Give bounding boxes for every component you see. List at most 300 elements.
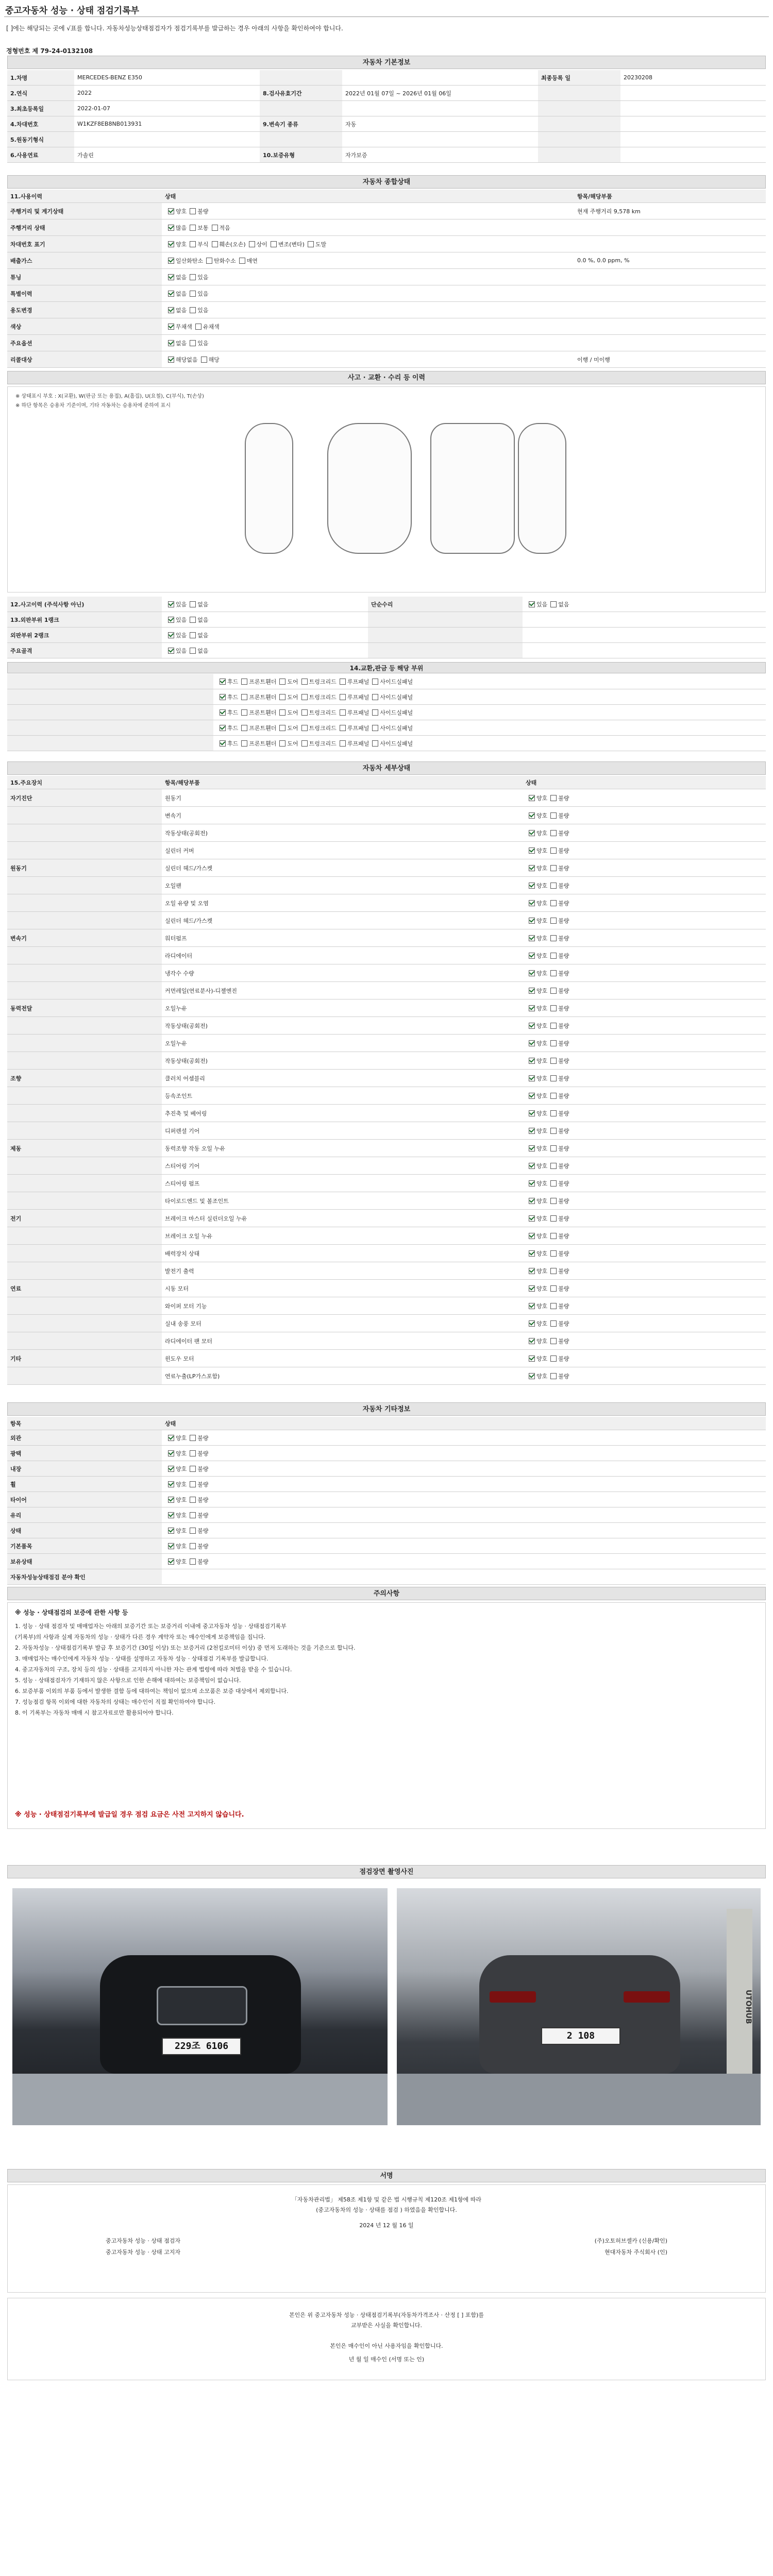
buyer-line: 본인은 매수인이 아닌 사용자임을 확인합니다. [330, 2343, 443, 2349]
checkbox[interactable] [241, 694, 247, 700]
checkbox[interactable] [372, 725, 378, 731]
checkbox[interactable] [190, 648, 196, 654]
table-row [7, 1140, 766, 1157]
checkbox-label: 불량 [558, 1250, 569, 1257]
checkbox[interactable] [529, 1268, 535, 1274]
checkbox-label: 후드 [227, 709, 239, 716]
checkbox[interactable] [550, 1023, 557, 1029]
checkbox[interactable] [190, 1481, 196, 1487]
table-row [7, 1245, 766, 1262]
checkbox-label: 불량 [558, 1232, 569, 1240]
checkbox[interactable] [550, 1040, 557, 1046]
table-row [7, 736, 766, 751]
checkbox[interactable] [550, 1285, 557, 1292]
checkbox[interactable] [529, 830, 535, 836]
checkbox[interactable] [168, 1435, 174, 1441]
checkbox[interactable] [529, 900, 535, 906]
other-state [162, 1477, 766, 1492]
checkbox[interactable] [340, 740, 346, 747]
checkbox[interactable] [550, 830, 557, 836]
checkbox[interactable] [168, 324, 174, 330]
checkbox[interactable] [550, 953, 557, 959]
checkbox[interactable] [168, 340, 174, 346]
checkbox[interactable] [168, 1481, 174, 1487]
checkbox[interactable] [372, 740, 378, 747]
checkbox-label: 양호 [536, 1302, 548, 1310]
checkbox[interactable] [190, 241, 196, 247]
other-state [162, 1492, 766, 1507]
detail-item: 동력조향 작동 오일 누유 [165, 1145, 225, 1152]
car-rear-body [479, 1955, 680, 2074]
table-row [7, 1367, 766, 1385]
checkbox-label: 불량 [558, 1355, 569, 1362]
checkbox[interactable] [241, 709, 247, 716]
detail-item: 클러치 어셈블리 [165, 1075, 205, 1082]
checkbox[interactable] [550, 601, 557, 607]
checkbox-label: 있음 [197, 340, 209, 347]
detail-item: 와이퍼 모터 기능 [165, 1302, 207, 1310]
checkbox-label: 불량 [558, 900, 569, 907]
checkbox[interactable] [168, 617, 174, 623]
notes-footer: ※ 성능 · 상태점검기록부에 발급일 경우 점검 요금은 사전 고지하지 않습니다. [15, 1811, 244, 1819]
checkbox[interactable] [220, 709, 226, 716]
field-value: 2022년 01월 07일 ~ 2026년 01월 06일 [345, 90, 451, 97]
table-row [7, 70, 766, 86]
checkbox[interactable] [529, 601, 535, 607]
checkbox-label: 프론트휀더 [249, 678, 277, 685]
checkbox[interactable] [529, 1058, 535, 1064]
rank-parts [213, 674, 766, 689]
table-row [7, 689, 766, 705]
checkbox[interactable] [168, 241, 174, 247]
checkbox-label: 양호 [176, 1496, 187, 1503]
checkbox-label: 불량 [197, 1481, 209, 1488]
table-row [7, 1262, 766, 1280]
checkbox-label: 후드 [227, 693, 239, 701]
table-row [7, 1430, 766, 1446]
detail-item: 디퍼렌셜 기어 [165, 1127, 200, 1134]
checkbox[interactable] [190, 225, 196, 231]
checkbox[interactable] [550, 1145, 557, 1151]
checkbox[interactable] [190, 340, 196, 346]
checkbox[interactable] [190, 617, 196, 623]
overall-item-state [162, 318, 574, 334]
checkbox-label: 사이드실패널 [380, 709, 413, 716]
detail-item: 실내 송풍 모터 [165, 1320, 201, 1327]
checkbox[interactable] [279, 740, 285, 747]
checkbox[interactable] [550, 1250, 557, 1257]
checkbox-label: 불량 [558, 1110, 569, 1117]
checkbox[interactable] [220, 679, 226, 685]
checkbox[interactable] [301, 725, 308, 731]
overall-item-part [574, 285, 766, 301]
checkbox[interactable] [340, 679, 346, 685]
checkbox[interactable] [372, 694, 378, 700]
rank-label [7, 736, 213, 751]
detail-state [523, 1122, 766, 1139]
checkbox-label: 없음 [176, 274, 187, 281]
checkbox[interactable] [168, 357, 174, 363]
checkbox[interactable] [529, 883, 535, 889]
checkbox[interactable] [301, 709, 308, 716]
checkbox-label: 탄화수소 [214, 257, 236, 264]
checkbox-label: 양호 [536, 1110, 548, 1117]
checkbox[interactable] [168, 601, 174, 607]
checkbox[interactable] [529, 1093, 535, 1099]
checkbox[interactable] [372, 709, 378, 716]
checkbox[interactable] [529, 1040, 535, 1046]
checkbox[interactable] [550, 1058, 557, 1064]
detail-item: 타이로드엔드 및 볼조인트 [165, 1197, 229, 1205]
section-other-header: 자동차 기타정보 [7, 1402, 766, 1416]
checkbox-label: 루프패널 [347, 740, 369, 747]
checkbox[interactable] [190, 291, 196, 297]
checkbox-label: 양호 [536, 1285, 548, 1292]
checkbox[interactable] [529, 848, 535, 854]
checkbox[interactable] [340, 694, 346, 700]
checkbox[interactable] [529, 1023, 535, 1029]
table-row [7, 1192, 766, 1210]
checkbox[interactable] [249, 241, 255, 247]
checkbox[interactable] [529, 935, 535, 941]
checkbox[interactable] [168, 291, 174, 297]
field-label: 2.연식 [7, 86, 74, 100]
car-top-icon [327, 423, 412, 554]
checkbox[interactable] [190, 1528, 196, 1534]
checkbox[interactable] [168, 1512, 174, 1518]
checkbox-label: 양호 [536, 1180, 548, 1187]
rear-license-plate: 2 108 [541, 2027, 620, 2045]
checkbox[interactable] [190, 1466, 196, 1472]
checkbox[interactable] [190, 1558, 196, 1565]
detail-group: 기타 [7, 1350, 162, 1367]
checkbox-label: 트렁크리드 [309, 693, 337, 701]
field-value [342, 101, 538, 116]
table-row [7, 1492, 766, 1507]
checkbox-label: 불량 [197, 1465, 209, 1472]
repair-state [162, 643, 368, 658]
table-row [7, 894, 766, 912]
table-row [7, 1523, 766, 1538]
checkbox[interactable] [529, 1198, 535, 1204]
checkbox[interactable] [190, 632, 196, 638]
detail-state [523, 1280, 766, 1297]
checkbox[interactable] [279, 725, 285, 731]
sign-date: 2024 년 12 월 16 일 [359, 2222, 414, 2229]
checkbox-label: 양호 [536, 794, 548, 802]
other-state [162, 1554, 766, 1569]
checkbox[interactable] [340, 709, 346, 716]
checkbox-label: 양호 [536, 1057, 548, 1064]
checkbox[interactable] [529, 1373, 535, 1379]
checkbox[interactable] [529, 953, 535, 959]
checkbox[interactable] [220, 725, 226, 731]
checkbox[interactable] [529, 1355, 535, 1362]
checkbox[interactable] [271, 241, 277, 247]
checkbox[interactable] [550, 1005, 557, 1011]
checkbox[interactable] [550, 1215, 557, 1222]
field-label [538, 147, 620, 162]
table-row [7, 147, 766, 163]
detail-group [7, 1105, 162, 1122]
checkbox[interactable] [190, 208, 196, 214]
checkbox[interactable] [168, 1497, 174, 1503]
checkbox[interactable] [212, 225, 218, 231]
table-row [7, 252, 766, 269]
checkbox[interactable] [190, 307, 196, 313]
checkbox-label: 양호 [536, 1337, 548, 1345]
table-row [7, 720, 766, 736]
checkbox[interactable] [220, 694, 226, 700]
table-row [7, 628, 766, 643]
checkbox[interactable] [190, 1450, 196, 1456]
checkbox[interactable] [550, 1075, 557, 1081]
table-row [7, 1417, 766, 1430]
checkbox[interactable] [168, 1450, 174, 1456]
checkbox-label: 양호 [536, 1267, 548, 1275]
checkbox-label: 보통 [197, 224, 209, 231]
inspector-value: (주)오토허브셀카 (신용/확인) [594, 2238, 667, 2244]
overall-item-label: 특별이력 [7, 285, 162, 301]
checkbox[interactable] [550, 935, 557, 941]
field-value: 자가보증 [345, 151, 367, 159]
checkbox[interactable] [190, 274, 196, 280]
checkbox-label: 불량 [197, 208, 209, 215]
checkbox[interactable] [529, 1215, 535, 1222]
checkbox[interactable] [201, 357, 207, 363]
checkbox-label: 양호 [176, 241, 187, 248]
checkbox-label: 불량 [558, 1267, 569, 1275]
checkbox-label: 트렁크리드 [309, 724, 337, 732]
checkbox[interactable] [372, 679, 378, 685]
checkbox[interactable] [241, 725, 247, 731]
checkbox[interactable] [190, 601, 196, 607]
checkbox-label: 불량 [558, 882, 569, 889]
field-label [538, 132, 620, 147]
table-row [7, 964, 766, 982]
rank-parts [213, 720, 766, 735]
field-label [260, 101, 342, 116]
checkbox[interactable] [301, 679, 308, 685]
checkbox[interactable] [168, 1528, 174, 1534]
detail-item: 연료누출(LP가스포함) [165, 1372, 220, 1380]
checkbox[interactable] [190, 1497, 196, 1503]
detail-group [7, 1052, 162, 1069]
checkbox[interactable] [190, 1435, 196, 1441]
col-header: 항목/해당부품 [162, 776, 523, 789]
checkbox[interactable] [220, 740, 226, 747]
checkbox[interactable] [529, 795, 535, 801]
checkbox[interactable] [168, 258, 174, 264]
checkbox[interactable] [168, 208, 174, 214]
checkbox[interactable] [279, 694, 285, 700]
checkbox[interactable] [550, 1180, 557, 1187]
checkbox[interactable] [550, 1198, 557, 1204]
checkbox-label: 양호 [536, 1320, 548, 1327]
checkbox[interactable] [168, 225, 174, 231]
repair-state [523, 628, 766, 642]
field-label: 최종등록 일 [538, 70, 620, 85]
table-row [7, 1017, 766, 1035]
checkbox[interactable] [550, 812, 557, 819]
checkbox[interactable] [529, 812, 535, 819]
overall-item-part [574, 219, 766, 235]
checkbox-label: 양호 [536, 1197, 548, 1205]
checkbox[interactable] [239, 258, 245, 264]
checkbox[interactable] [168, 1543, 174, 1549]
detail-group [7, 947, 162, 964]
checkbox[interactable] [168, 648, 174, 654]
table-row [7, 1035, 766, 1052]
table-row [7, 597, 766, 612]
checkbox[interactable] [168, 1558, 174, 1565]
table-row [7, 203, 766, 219]
car-grille [157, 1986, 247, 2025]
checkbox[interactable] [168, 632, 174, 638]
checkbox[interactable] [195, 324, 201, 330]
note-line: 8. 이 기록부는 자동차 매매 시 참고자료로만 활용되어야 합니다. [15, 1709, 174, 1716]
field-label: 6.사용연료 [7, 147, 74, 162]
detail-state [523, 859, 766, 876]
checkbox[interactable] [550, 848, 557, 854]
detail-group [7, 1035, 162, 1052]
checkbox-label: 불량 [558, 865, 569, 872]
checkbox-label: 불량 [558, 970, 569, 977]
checkbox[interactable] [308, 241, 314, 247]
checkbox-label: 루프패널 [347, 709, 369, 716]
checkbox[interactable] [241, 679, 247, 685]
checkbox-label: 불량 [558, 1092, 569, 1099]
note-line: 5. 성능 · 상태점검자가 기재하지 않은 사항으로 인한 손해에 대하여는 보증책임이 없습니다. [15, 1677, 241, 1684]
checkbox[interactable] [529, 988, 535, 994]
checkbox[interactable] [550, 1163, 557, 1169]
checkbox-label: 불량 [558, 1337, 569, 1345]
checkbox-label: 사이드실패널 [380, 693, 413, 701]
checkbox[interactable] [529, 970, 535, 976]
detail-item: 브레이크 마스터 실린더오일 누유 [165, 1215, 247, 1222]
checkbox[interactable] [529, 1320, 535, 1327]
checkbox[interactable] [529, 918, 535, 924]
checkbox-label: 양호 [536, 900, 548, 907]
checkbox-label: 일산화탄소 [176, 257, 204, 264]
checkbox[interactable] [190, 1512, 196, 1518]
table-row [7, 776, 766, 789]
checkbox[interactable] [168, 307, 174, 313]
detail-item: 추진축 및 베어링 [165, 1110, 207, 1117]
checkbox[interactable] [550, 795, 557, 801]
checkbox[interactable] [206, 258, 212, 264]
checkbox[interactable] [529, 1338, 535, 1344]
checkbox[interactable] [550, 865, 557, 871]
checkbox[interactable] [550, 1268, 557, 1274]
checkbox[interactable] [279, 709, 285, 716]
repair-label: 13.외판부위 1랭크 [7, 612, 162, 627]
checkbox[interactable] [529, 865, 535, 871]
checkbox-label: 불량 [558, 1320, 569, 1327]
overall-item-label: 주행거리 상태 [7, 219, 162, 235]
detail-state [523, 824, 766, 841]
field-label [538, 86, 620, 100]
detail-item: 시동 모터 [165, 1285, 189, 1292]
checkbox-label: 도어 [287, 678, 298, 685]
checkbox[interactable] [529, 1075, 535, 1081]
detail-item: 커먼레일(연료분사)-디젤엔진 [165, 987, 238, 994]
detail-group [7, 877, 162, 894]
checkbox[interactable] [212, 241, 218, 247]
checkbox[interactable] [550, 1233, 557, 1239]
repair-state [162, 612, 368, 627]
detail-group: 원동기 [7, 859, 162, 876]
table-row [7, 643, 766, 658]
checkbox[interactable] [550, 1303, 557, 1309]
detail-group: 연료 [7, 1280, 162, 1297]
checkbox[interactable] [550, 918, 557, 924]
repair-legend-note: ※ 하단 항목은 승용차 기준이며, 기타 자동차는 승용차에 준하여 표시 [15, 403, 171, 409]
field-label: 9.변속기 종류 [260, 116, 342, 131]
checkbox[interactable] [550, 883, 557, 889]
inspector-label: 중고자동차 성능 · 상태 점검자 [106, 2238, 180, 2244]
detail-item: 작동상태(공회전) [165, 1022, 208, 1029]
detail-item: 오일 유량 및 오염 [165, 900, 209, 907]
checkbox[interactable] [550, 970, 557, 976]
checkbox[interactable] [550, 1093, 557, 1099]
checkbox[interactable] [301, 740, 308, 747]
checkbox[interactable] [168, 1466, 174, 1472]
checkbox[interactable] [529, 1128, 535, 1134]
checkbox[interactable] [529, 1110, 535, 1116]
field-label [538, 116, 620, 131]
table-row [7, 302, 766, 318]
overall-item-part: 현재 주행거리 9,578 km [577, 208, 641, 215]
checkbox[interactable] [340, 725, 346, 731]
checkbox[interactable] [529, 1303, 535, 1309]
checkbox[interactable] [550, 988, 557, 994]
checkbox[interactable] [529, 1005, 535, 1011]
checkbox[interactable] [168, 274, 174, 280]
repair-label [368, 643, 523, 658]
checkbox[interactable] [529, 1250, 535, 1257]
checkbox[interactable] [550, 1110, 557, 1116]
detail-group [7, 842, 162, 859]
checkbox[interactable] [529, 1285, 535, 1292]
checkbox[interactable] [550, 900, 557, 906]
detail-item: 라디에이터 팬 모터 [165, 1337, 213, 1345]
checkbox-label: 양호 [536, 1372, 548, 1380]
checkbox[interactable] [529, 1163, 535, 1169]
checkbox[interactable] [241, 740, 247, 747]
checkbox[interactable] [190, 1543, 196, 1549]
checkbox[interactable] [550, 1338, 557, 1344]
checkbox-label: 도어 [287, 740, 298, 747]
overall-item-state [162, 236, 574, 252]
checkbox[interactable] [529, 1180, 535, 1187]
field-value: W1KZF8EB8NB013931 [77, 121, 142, 127]
checkbox[interactable] [301, 694, 308, 700]
checkbox-label: 루프패널 [347, 693, 369, 701]
checkbox[interactable] [550, 1320, 557, 1327]
repair-label: 주요골격 [7, 643, 162, 658]
checkbox[interactable] [550, 1355, 557, 1362]
checkbox[interactable] [279, 679, 285, 685]
checkbox-label: 양호 [176, 1434, 187, 1442]
checkbox[interactable] [529, 1233, 535, 1239]
checkbox-label: 변조(변타) [278, 241, 305, 248]
checkbox[interactable] [550, 1373, 557, 1379]
checkbox[interactable] [529, 1145, 535, 1151]
table-row [7, 1052, 766, 1070]
car-side-right-icon [518, 423, 566, 554]
checkbox[interactable] [550, 1128, 557, 1134]
